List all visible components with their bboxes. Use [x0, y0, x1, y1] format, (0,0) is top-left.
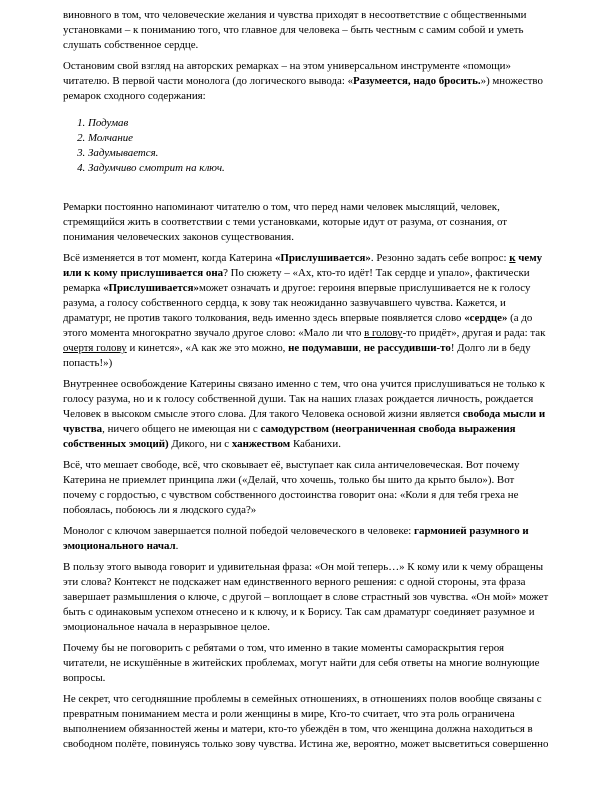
text-span: может означать и другое: героиня впервые прислушивается не к голосу разума, а голосу собственного сердца, к зову так неожиданно зазвучавшего чувства. Кажется, и драматург, не против такого толкования, ведь именно здесь впервые появляется слово [63, 282, 531, 324]
bold-term: «Прислушивается» [103, 282, 199, 294]
bold-term: не подумавши [288, 342, 359, 354]
text-span: , [358, 342, 364, 354]
text-span: ! Долго ли в беду попасть!») [63, 342, 531, 369]
paragraph-8: В пользу этого вывода говорит и удивительная фраза: «Он мой теперь…» К кому или к чему обращены эти слова? Контекст не подскажет нам единственного верного решения: с одной стороны, эта фраза завершает размышления о ключе, с другой – воплощает в слове страстный зов чувства. «Он мой» может быть с одинаковым успехом отнесено и к ключу, и к Борису. Так сам драматург соединяет разумное и эмоциональное начала в неразрывное целое. [63, 561, 549, 633]
bold-term: гармонией разумного и эмоционального начал [63, 525, 529, 552]
paragraph-6: Всё, что мешает свободе, всё, что сковывает её, выступает как сила античеловеческая. Вот почему Катерина не приемлет принципа лжи («Делай, что хочешь, только бы шито да крыто было»). Вот почему с гордостью, с чувством собственного достоинства говорит она: «Коли я для тебя греха не побоялась, побоюсь ли я людского суда?» [63, 459, 520, 516]
underlined-bold-term: к [509, 252, 516, 264]
list-item: 3. Задумывается. [88, 146, 549, 161]
bold-term: «Прислушивается» [274, 252, 371, 264]
paragraph-1: виновного в том, что человеческие желания и чувства приходят в несоответствие с общественными установками – к пониманию того, что главное для человека – быть честным с самим собой и уметь слушать собственное сердце. [63, 9, 527, 51]
paragraph-2 [63, 59, 549, 104]
text-span: Кабанихи. [290, 438, 341, 450]
text-span: (а до этого момента многократно звучало другое слово: «Мало ли что [63, 312, 533, 339]
paragraph-3: Ремарки постоянно напоминают читателю о том, что перед нами человек мыслящий, человек, стремящийся жить в соответствии с теми установками, которые идут от разума, от сознания, от понимания человеческих законов существования. [63, 201, 508, 243]
bold-term: ханжеством [231, 438, 291, 450]
text-span: Внутреннее освобождение Катерины связано именно с тем, что она учится прислушиваться не только к голосу разума, но и к голосу собственной души. Так на наших глазах рождается личность, рождается Человек в высоком смысле этого слова. Для такого Человека основой жизни является [63, 378, 545, 420]
text-span: . Резонно задать себе вопрос: [370, 252, 510, 264]
document-page [63, 8, 549, 758]
list-item: 2. Молчание [88, 131, 549, 146]
underlined-term: в голову [364, 327, 403, 339]
text-span: Монолог с ключом завершается полной победой человеческого в человеке: [63, 525, 415, 537]
spacer [63, 189, 549, 200]
bold-term: самодурством (неограниченная свобода выражения собственных эмоций) [63, 423, 516, 450]
text-span: и кинется», «А как же это можно, [126, 342, 289, 354]
list-item: 4. Задумчиво смотрит на ключ. [88, 161, 549, 176]
paragraph-4 [63, 251, 549, 371]
paragraph-7 [63, 524, 549, 554]
bold-term: чему или к кому прислушивается она [63, 252, 543, 279]
text-span: Остановим свой взгляд на авторских ремарках – на этом универсальном инструменте «помощи» читателю. В первой части монолога (до логического вывода: « [63, 60, 511, 87]
paragraph-5 [63, 377, 549, 452]
list-item: 1. Подумав [88, 116, 549, 131]
paragraph-10: Не секрет, что сегодняшние проблемы в семейных отношениях, в отношениях полов вообще связаны с превратным пониманием места и роли женщины в мире, Кто-то считает, что эта роль ограничена выполнением обязанностей жены и матери, кто-то убеждён в том, что женщина должна находиться в свободном полёте, повинуясь только зову чувства. Истина же, вероятно, может высветиться совершенно [63, 693, 549, 750]
text-span: . [175, 540, 179, 552]
text-span: -то придёт», другая и рада: так [402, 327, 546, 339]
text-span: ? По сюжету – «Ах, кто-то идёт! Так сердце и упало», фактически ремарка [63, 267, 530, 294]
text-span: Всё изменяется в тот момент, когда Катерина [63, 252, 275, 264]
paragraph-9: Почему бы не поговорить с ребятами о том, что именно в такие моменты самораскрытия героя читатели, не искушённые в житейских проблемах, могут найти для себя ответы на многие волнующие вопросы. [63, 642, 540, 684]
bold-term: не рассудивши-то [363, 342, 451, 354]
text-span: , ничего общего не имеющая ни с [102, 423, 261, 435]
bold-term: «сердце» [464, 312, 508, 324]
underlined-term: очертя голову [63, 342, 127, 354]
bold-quote: Разумеется, надо бросить. [353, 75, 481, 87]
bold-term: свобода мысли и чувства [63, 408, 546, 435]
text-span: Дикого, ни с [168, 438, 232, 450]
remarks-list [63, 116, 549, 176]
text-span: ») множество ремарок сходного содержания: [63, 75, 543, 102]
